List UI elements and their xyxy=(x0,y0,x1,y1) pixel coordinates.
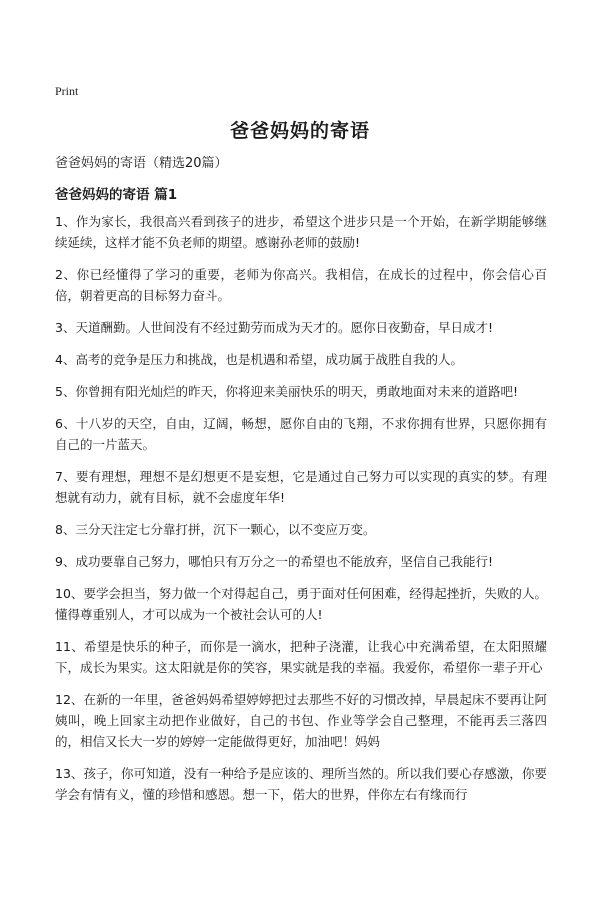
entry-list xyxy=(55,211,547,816)
entry-6: 6、十八岁的天空，自由，辽阔，畅想，愿你自由的飞翔，不求你拥有世界，只愿你拥有自己的一片蓝天。 xyxy=(55,416,547,452)
entry-13: 13、孩子，你可知道，没有一种给予是应该的、理所当然的。所以我们要心存感激，你要学会有情有义，懂的珍惜和感恩。想一下，偌大的世界，伴你左右有缘而行 xyxy=(55,766,547,802)
subtitle: 爸爸妈妈的寄语（精选20篇） xyxy=(55,156,228,171)
entry-4: 4、高考的竞争是压力和挑战，也是机遇和希望，成功属于战胜自我的人。 xyxy=(55,352,463,367)
entry-9: 9、成功要靠自己努力，哪怕只有万分之一的希望也不能放弃，坚信自己我能行! xyxy=(55,554,493,569)
section-heading: 爸爸妈妈的寄语 篇1 xyxy=(55,187,178,203)
entry-8: 8、三分天注定七分靠打拼，沉下一颗心，以不变应万变。 xyxy=(55,522,376,537)
entry-2: 2、你已经懂得了学习的重要，老师为你高兴。我相信，在成长的过程中，你会信心百倍，朝着更高的目标努力奋斗。 xyxy=(55,267,547,303)
entry-11: 11、希望是快乐的种子，而你是一滴水，把种子浇灌，让我心中充满希望，在太阳照耀下，成长为果实。这太阳就是你的笑容，果实就是我的幸福。我爱你，希望你一辈子开心 xyxy=(55,639,547,675)
entry-12: 12、在新的一年里，爸爸妈妈希望婷婷把过去那些不好的习惯改掉，早晨起床不要再让阿姨叫，晚上回家主动把作业做好，自己的书包、作业等学会自己整理，不能再丢三落四的，相信又长大一岁的婷婷一定能做得更好，加油吧！妈妈 xyxy=(55,692,547,749)
print-link[interactable]: Print xyxy=(55,84,79,98)
entry-7: 7、要有理想，理想不是幻想更不是妄想，它是通过自己努力可以实现的真实的梦。有理想就有动力，就有目标，就不会虚度年华! xyxy=(55,469,547,505)
entry-5: 5、你曾拥有阳光灿烂的昨天，你将迎来美丽快乐的明天，勇敢地面对未来的道路吧! xyxy=(55,384,518,399)
entry-10: 10、要学会担当，努力做一个对得起自己，勇于面对任何困难，经得起挫折，失败的人。懂得尊重别人，才可以成为一个被社会认可的人! xyxy=(55,586,547,622)
page-title: 爸爸妈妈的寄语 xyxy=(229,120,370,142)
entry-1: 1、作为家长，我很高兴看到孩子的进步，希望这个进步只是一个开始，在新学期能够继续延续，这样才能不负老师的期望。感谢孙老师的鼓励! xyxy=(55,214,547,250)
entry-3: 3、天道酬勤。人世间没有不经过勤劳而成为天才的。愿你日夜勤奋，早日成才! xyxy=(55,320,493,335)
